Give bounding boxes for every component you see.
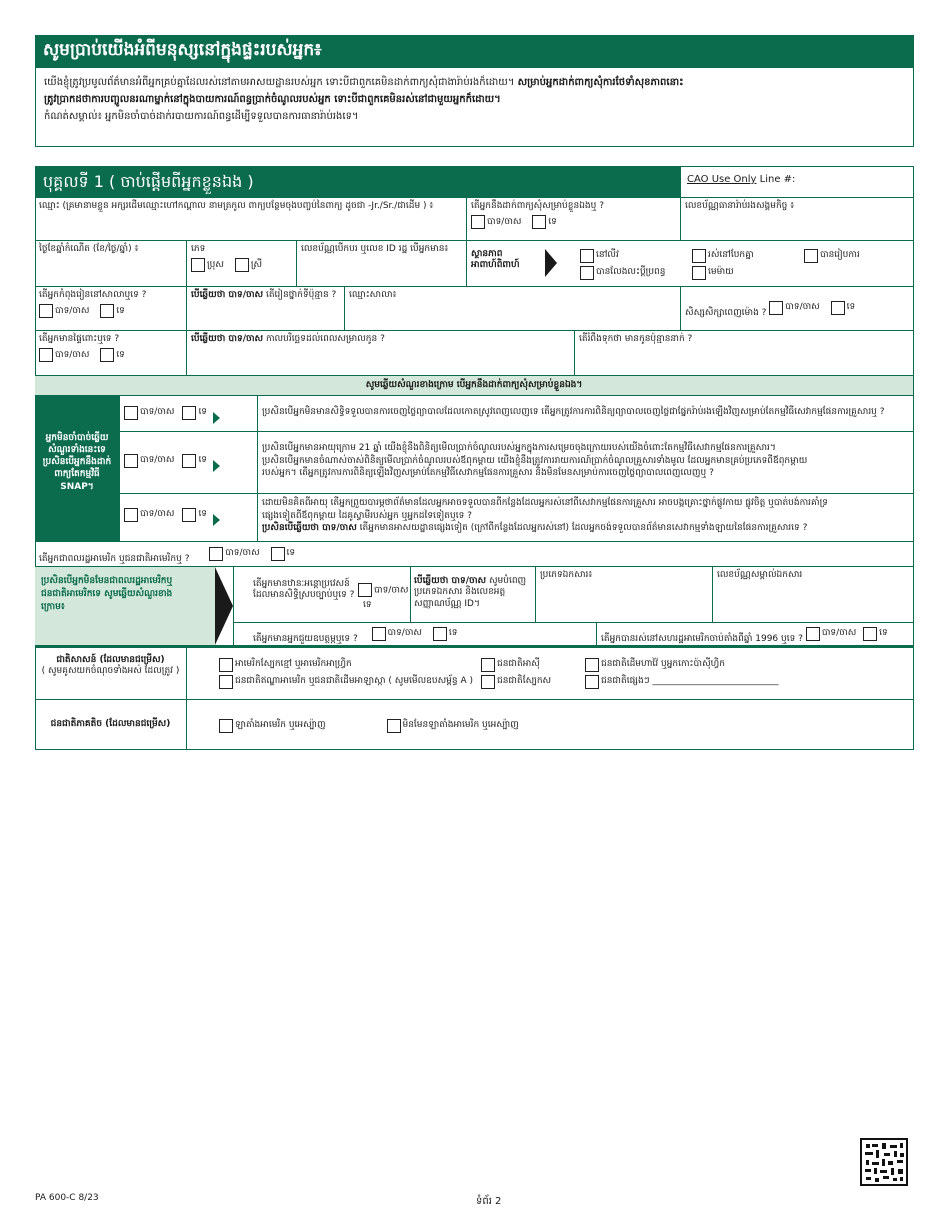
dob-label: ថ្ងៃខែឆ្នាំកំណើត (ខែ/ថ្ងៃ/ឆ្នាំ) ៖ <box>39 244 139 254</box>
citizen-yes-label: បាទ/ចាស <box>225 548 260 559</box>
female-label: ស្រី <box>250 259 263 270</box>
marital-status <box>467 241 914 287</box>
sponsor <box>233 623 597 646</box>
since-1996-no-label: ទេ <box>879 628 888 639</box>
marital-label: ស្ថានភាពអាពាហ៍ពិពាហ៍ <box>471 249 520 271</box>
due-date-field[interactable] <box>187 331 575 376</box>
full-time-label: សិស្សសិក្សាពេញម៉ោង ? <box>685 308 767 318</box>
applying-yes-label: បាទ/ចាស <box>487 216 522 227</box>
license-label: លេខប័ណ្ណបើកបរ ឬលេខ ID រដ្ឋ បើអ្នកមាន៖ <box>301 244 449 254</box>
doc-instructions-text: សូមបំពេញប្រភេទឯកសារ និងលេខអត្តសញ្ញាណប័ណ្ណ ID។ <box>414 576 527 609</box>
hispanic-checkbox[interactable] <box>219 719 233 733</box>
arrow-right-icon <box>213 514 220 526</box>
pregnant-yes-checkbox[interactable] <box>39 348 53 362</box>
q1-yes-checkbox[interactable] <box>124 406 138 420</box>
fulltime-no-label: ទេ <box>846 302 856 313</box>
non-citizen-note <box>35 567 215 646</box>
intro-note: កំណត់សម្គាល់៖ អ្នកមិនចាំបាច់ដាក់របាយការណ៍ពន្ធដើម្បីទទួលបានការធានារ៉ាប់រងទេ។ <box>44 111 359 122</box>
grade-label: តើរៀនថ្នាក់ទីប៉ុន្មាន ? <box>263 290 337 300</box>
divorced-label: បានលែងលះប្តីប្រពន្ធ <box>596 267 666 278</box>
eligible-no-wrap <box>363 599 372 612</box>
dob-field[interactable] <box>35 241 187 287</box>
applying-no-label: ទេ <box>548 216 557 227</box>
eligible-label: តើអ្នកមានឋានៈអន្តោប្រវេសន៍ដែលមានសិទ្ធិស្របច្បាប់ឬទេ ? <box>253 579 355 601</box>
intro-text-2: ត្រូវប្រាកដថាការបញ្ចូលនរណាម្នាក់នៅក្នុងបាយការណ៍ពន្ធប្រាក់ចំណូលរបស់អ្នក ទោះបីជាពួកគេមិនរស់នៅជាមួយអ្នកក៏ដោយ។ <box>44 94 501 105</box>
race-black-label: អាមេរិកស្បែកខ្មៅ ឬអាមេរិកអាហ្វ្រិក <box>235 659 352 670</box>
since-1996-yes-label: បាទ/ចាស <box>821 628 857 639</box>
sponsor-yes-checkbox[interactable] <box>372 627 386 641</box>
q1-no-label: ទេ <box>198 407 208 418</box>
snap-side-text: អ្នកមិនចាំបាច់ឆ្លើយសំណួរទាំងនេះទេ ប្រសិនបើអ្នកនឹងដាក់ពាក្យតែកម្មវិធី SNAP។ <box>42 433 112 492</box>
snap-q3-text-3: តើអ្នកមានអាសយដ្ឋានផ្សេងទៀត (ក្រៅពីកន្លែងដែលអ្នករស់នៅ) ដែលអ្នកចង់ទទួលបានព័ត៌មានសេវាកម្មទាំងឡាយនៃផែនការគ្រួសារទេ ? <box>356 523 808 534</box>
eligible-options <box>358 583 408 598</box>
race-label-cell <box>35 648 187 700</box>
doc-id-label: លេខប័ណ្ណសម្គាល់ឯកសារ <box>717 570 803 580</box>
school-no-label: ទេ <box>116 305 125 316</box>
snap-q3-text-1: ដោយមិនគិតពីអាយុ តើអ្នកព្រួយបារម្ភថាព័ត៌មានដែលអ្នកអាចទទួលបានពីកន្លែងដែលអ្នករស់នៅពីសេវាកម្មផែនការគ្រួសារ អាចបង្កគ្រោះថ្នាក់ផ្លូវកាយ ផ្លូវចិត្ត ឬបាត់បង់ការគាំទ្រ <box>262 498 828 508</box>
eligible-no-label: ទេ <box>363 600 372 610</box>
sex-field <box>187 241 297 287</box>
q2-yes-label: បាទ/ចាស <box>140 455 175 466</box>
chevron-right-icon <box>215 567 233 645</box>
sponsor-label: តើអ្នកមានអ្នកជួយឧបត្ថម្ភឬទេ ? <box>253 634 358 644</box>
cao-line-label: Line #: <box>756 174 796 185</box>
snap-q2-text-1: ប្រសិនបើអ្នកមានអាយុក្រោម 21 ឆ្នាំ យើងខ្ញុំនឹងពិនិត្យមើលប្រាក់ចំណូលរបស់អ្នកក្នុងការសម្រេចចុងក្រោយរបស់យើងចំពោះតែកម្មវិធីសេវាកម្មផែនការគ្រួសារ។ <box>262 443 776 453</box>
separated-label: រស់នៅបែកគ្នា <box>708 250 754 261</box>
intro-text-1-bold: សម្រាប់អ្នកដាក់ពាក្យសុំការថែទាំសុខភាពនោះ <box>517 77 684 88</box>
divorced-checkbox[interactable] <box>580 266 594 280</box>
fulltime-yes-label: បាទ/ចាស <box>785 302 820 313</box>
sponsor-yes-label: បាទ/ចាស <box>387 628 422 639</box>
citizen-no-checkbox[interactable] <box>271 547 285 561</box>
ssn-field[interactable] <box>681 198 914 241</box>
sponsor-no-checkbox[interactable] <box>433 627 447 641</box>
qr-code <box>860 1138 908 1186</box>
race-hawaiian-checkbox[interactable] <box>585 658 599 672</box>
fulltime-yes-checkbox[interactable] <box>769 301 783 315</box>
race-native-american-label: ជនជាតិឥណ្ឌាអាមេរិក ឬជនជាតិដើមអាឡាស្កា ( សូមមើលឧបសម្ព័ន្ធ A ) <box>235 676 473 687</box>
babies-label: តើរំពឹងទុកថា មានកូនប៉ុន្មាននាក់ ? <box>579 334 693 344</box>
form-number: PA 600-C 8/23 <box>35 1193 99 1203</box>
race-native-american-checkbox[interactable] <box>219 675 233 689</box>
school-name-label: ឈ្មោះសាលា៖ <box>349 290 397 300</box>
race-label: ជាតិសាសន៍ (ដែលមានជម្រើស) <box>56 655 165 665</box>
doc-instructions <box>410 567 536 623</box>
person-title-text: បុគ្គលទី 1 ( ចាប់ផ្តើមពីអ្នកខ្លួនឯង ) <box>43 172 254 191</box>
q3-no-label: ទេ <box>198 509 208 520</box>
race-sub-label: ( សូមគូសយកចំណុចទាំងអស់ ដែលត្រូវ ) <box>41 666 180 677</box>
school-no-checkbox[interactable] <box>100 304 114 318</box>
due-if-yes: បើឆ្លើយថា បាទ/ចាស <box>191 334 264 344</box>
fulltime-no-checkbox[interactable] <box>831 301 845 315</box>
since-1996-yes-checkbox[interactable] <box>806 627 820 641</box>
snap-band <box>35 376 914 396</box>
since-1996 <box>597 623 914 646</box>
married-checkbox[interactable] <box>804 249 818 263</box>
ethnicity-label: ជនជាតិភាគតិច (ដែលមានជម្រើស) <box>50 719 171 729</box>
intro-box <box>35 67 914 147</box>
name-label: ឈ្មោះ (គ្រមានាមខ្លួន អក្សរដើមឈ្មោះហៅកណ្តាល នាមត្រកូល ពាក្យបន្ថែមចុងបញ្ចប់នៃពាក្យ ដូចជា -Jr./Sr./ជាដើម ) ៖ <box>39 201 434 211</box>
applying-yes-checkbox[interactable] <box>471 215 485 229</box>
snap-q1 <box>258 396 914 432</box>
marital-arrow-icon <box>545 249 557 277</box>
race-white-checkbox[interactable] <box>481 675 495 689</box>
name-field[interactable] <box>35 198 467 241</box>
race-black-checkbox[interactable] <box>219 658 233 672</box>
widowed-label: មេម៉ាយ <box>708 267 734 278</box>
ssn-label: លេខប័ណ្ណធានារ៉ាប់រងសង្គមកិច្ច ៖ <box>685 201 795 211</box>
license-field[interactable] <box>297 241 467 287</box>
pregnant-label: តើអ្នកមានផ្ទៃពោះឬទេ ? <box>39 334 120 344</box>
non-hispanic-checkbox[interactable] <box>387 719 401 733</box>
in-school-label: តើអ្នកកំពុងរៀននៅសាលាឬទេ ? <box>39 290 147 300</box>
separated-checkbox[interactable] <box>692 249 706 263</box>
race-asian-checkbox[interactable] <box>481 658 495 672</box>
ethnicity-options <box>187 700 914 750</box>
q1-no-checkbox[interactable] <box>182 406 196 420</box>
eligible-yes-label: បាទ/ចាស <box>374 585 409 596</box>
race-other-checkbox[interactable] <box>585 675 599 689</box>
q3-no-checkbox[interactable] <box>182 508 196 522</box>
race-asian-label: ជនជាតិអាស៊ី <box>497 659 540 670</box>
sponsor-no-label: ទេ <box>448 628 458 639</box>
male-checkbox[interactable] <box>191 258 205 272</box>
pregnant-no-label: ទេ <box>116 349 125 360</box>
snap-q1-text: ប្រសិនបើអ្នកមិនមានសិទ្ធិទទួលបានការចេញថ្លៃព្យាបាលដែលកោតស្រូវពេញលេញទេ តើអ្នកត្រូវការការពិនិត្យព្យាបាលចេញថ្លៃជាផ្នែករ៉ាប់រងឡើងវិញសម្រាប់តែកម្មវិធីសេវាកម្មផែនការគ្រួសារឬ ? <box>262 407 885 417</box>
snap-q2 <box>258 432 914 494</box>
doc-type-label: ប្រភេទឯកសារ៖ <box>540 570 593 580</box>
in-school <box>35 287 187 331</box>
doc-id-field[interactable] <box>713 567 914 623</box>
snap-q3 <box>258 494 914 542</box>
snap-q2-text-3: របស់អ្នក។ តើអ្នកត្រូវការការពិនិត្យឡើងវិញសម្រាប់តែកម្មវិធីសេវាកម្មផែនការគ្រួសារ និងមិនមែនសម្រាប់ការចេញថ្លៃព្យាបាលពេញលេញឬ ? <box>262 468 714 479</box>
non-hispanic-label: មិនមែនឡាតាំងអាមេរិក ឬអេស្ប៉ាញ <box>402 720 519 731</box>
single-label: នៅលីវ <box>596 250 619 261</box>
snap-q2-text-2: ប្រសិនបើអ្នកមានចំណាស់ចាស់ពិនិត្យមើលប្រាក់ចំណូលរបស់ឪពុកម្តាយ យើងខ្ញុំនឹងត្រូវការរាយការណ៍ប្រាក់ចំណូលគ្រួសារទាំងមូល ដែលអ្នកមានគ្រប់ប្រភេទពីឪពុកម្តាយ <box>262 455 808 466</box>
page-number: ទំព័រ 2 <box>476 1196 502 1207</box>
due-label: កាលបរិច្ឆេទដល់ពេលសម្រាលកូន ? <box>263 334 385 344</box>
hispanic-label: ឡាតាំងអាមេរិក ឬអេស្ប៉ាញ <box>235 720 326 731</box>
school-name-field[interactable] <box>345 287 681 331</box>
applying-label: តើអ្នកនឹងដាក់ពាក្យសុំសម្រាប់ខ្លួនឯងឬ ? <box>471 201 604 211</box>
race-white-label: ជនជាតិស្បែកស <box>497 676 552 687</box>
q3-yes-label: បាទ/ចាស <box>140 509 175 520</box>
full-time-student <box>681 287 914 331</box>
race-hawaiian-label: ជនជាតិដើមហាវ៉ៃ ឬអ្នកកោះប៉ាស៊ីហ្វិក <box>601 659 725 670</box>
cao-label: CAO Use Only <box>687 174 757 185</box>
since-1996-no-checkbox[interactable] <box>863 627 877 641</box>
applying-self <box>467 198 681 241</box>
female-checkbox[interactable] <box>235 258 249 272</box>
school-yes-label: បាទ/ចាស <box>55 305 90 316</box>
male-label: ប្រុស <box>207 259 224 270</box>
citizen-no-label: ទេ <box>286 548 296 559</box>
us-citizen-label: តើអ្នកជាពលរដ្ឋអាមេរិក ឬជនជាតិអាមេរិកឬ ? <box>39 554 190 564</box>
intro-text-1: យើងខ្ញុំត្រូវប្រមូលព័ត៌មានអំពីអ្នកគ្រប់គ្នាដែលរស់នៅតាមអាសយដ្ឋានរបស់អ្នក ទោះបីជាពួកគេមិនដាក់ពាក្យសុំជាងារ៉ាប់រងក៏ដោយ។ <box>44 77 515 88</box>
race-other-label: ជនជាតិផ្សេងៗ ____________________________ <box>601 676 779 687</box>
sex-label: ភេទ <box>191 244 206 254</box>
q2-no-label: ទេ <box>198 455 208 466</box>
ethnicity-label-cell <box>35 700 187 750</box>
snap-q2-answer <box>120 432 258 494</box>
q2-yes-checkbox[interactable] <box>124 454 138 468</box>
person-title <box>35 166 681 198</box>
snap-band-text: សូមឆ្លើយសំណួរខាងក្រោម បើអ្នកនឹងដាក់ពាក្យសុំសម្រាប់ខ្លួនឯង។ <box>365 380 583 390</box>
pregnant-yes-label: បាទ/ចាស <box>55 349 90 360</box>
married-label: បានរៀបការ <box>820 250 860 261</box>
snap-q3-answer <box>120 494 258 542</box>
doc-if-yes: បើឆ្លើយថា បាទ/ចាស <box>414 576 487 586</box>
pregnant-no-checkbox[interactable] <box>100 348 114 362</box>
citizen-yes-checkbox[interactable] <box>209 547 223 561</box>
race-options <box>187 648 914 700</box>
snap-side-note <box>35 396 120 542</box>
single-checkbox[interactable] <box>580 249 594 263</box>
eligible-yes-checkbox[interactable] <box>358 583 372 597</box>
school-yes-checkbox[interactable] <box>39 304 53 318</box>
arrow-right-icon <box>213 412 220 424</box>
snap-q3-if-yes: ប្រសិនបើឆ្លើយថា បាទ/ចាស <box>262 523 357 534</box>
snap-q1-answer <box>120 396 258 432</box>
page-title <box>35 35 914 67</box>
q3-yes-checkbox[interactable] <box>124 508 138 522</box>
page-title-text: សូមប្រាប់យើងអំពីមនុស្សនៅក្នុងផ្ទះរបស់អ្នក៖ <box>43 40 322 60</box>
widowed-checkbox[interactable] <box>692 266 706 280</box>
snap-q3-text-2: ផ្សេងទៀតពីឪពុកម្តាយ ដៃគូស្វាមីរបស់អ្នក ឬអ្នកដទៃទៀតឬទេ ? <box>262 510 472 521</box>
babies-field[interactable] <box>575 331 914 376</box>
doc-type-field[interactable] <box>536 567 713 623</box>
non-citizen-text: ប្រសិនបើអ្នកមិនមែនជាពលរដ្ឋអាមេរិកឬជនជាតិអាមេរិកទេ សូមឆ្លើយសំណួរខាងក្រោម៖ <box>41 576 173 613</box>
grade-if-yes: បើឆ្លើយថា បាទ/ចាស <box>191 290 264 300</box>
applying-no-checkbox[interactable] <box>532 215 546 229</box>
grade-field[interactable] <box>187 287 345 331</box>
us-citizen <box>35 542 914 567</box>
since-1996-label: តើអ្នកបានរស់នៅសហរដ្ឋអាមេរិកចាប់តាំងពីឆ្នាំ 1996 ឬទេ ? <box>601 634 803 644</box>
arrow-right-icon <box>213 460 220 472</box>
q2-no-checkbox[interactable] <box>182 454 196 468</box>
pregnant <box>35 331 187 376</box>
q1-yes-label: បាទ/ចាស <box>140 407 175 418</box>
cao-use-only <box>681 166 914 198</box>
